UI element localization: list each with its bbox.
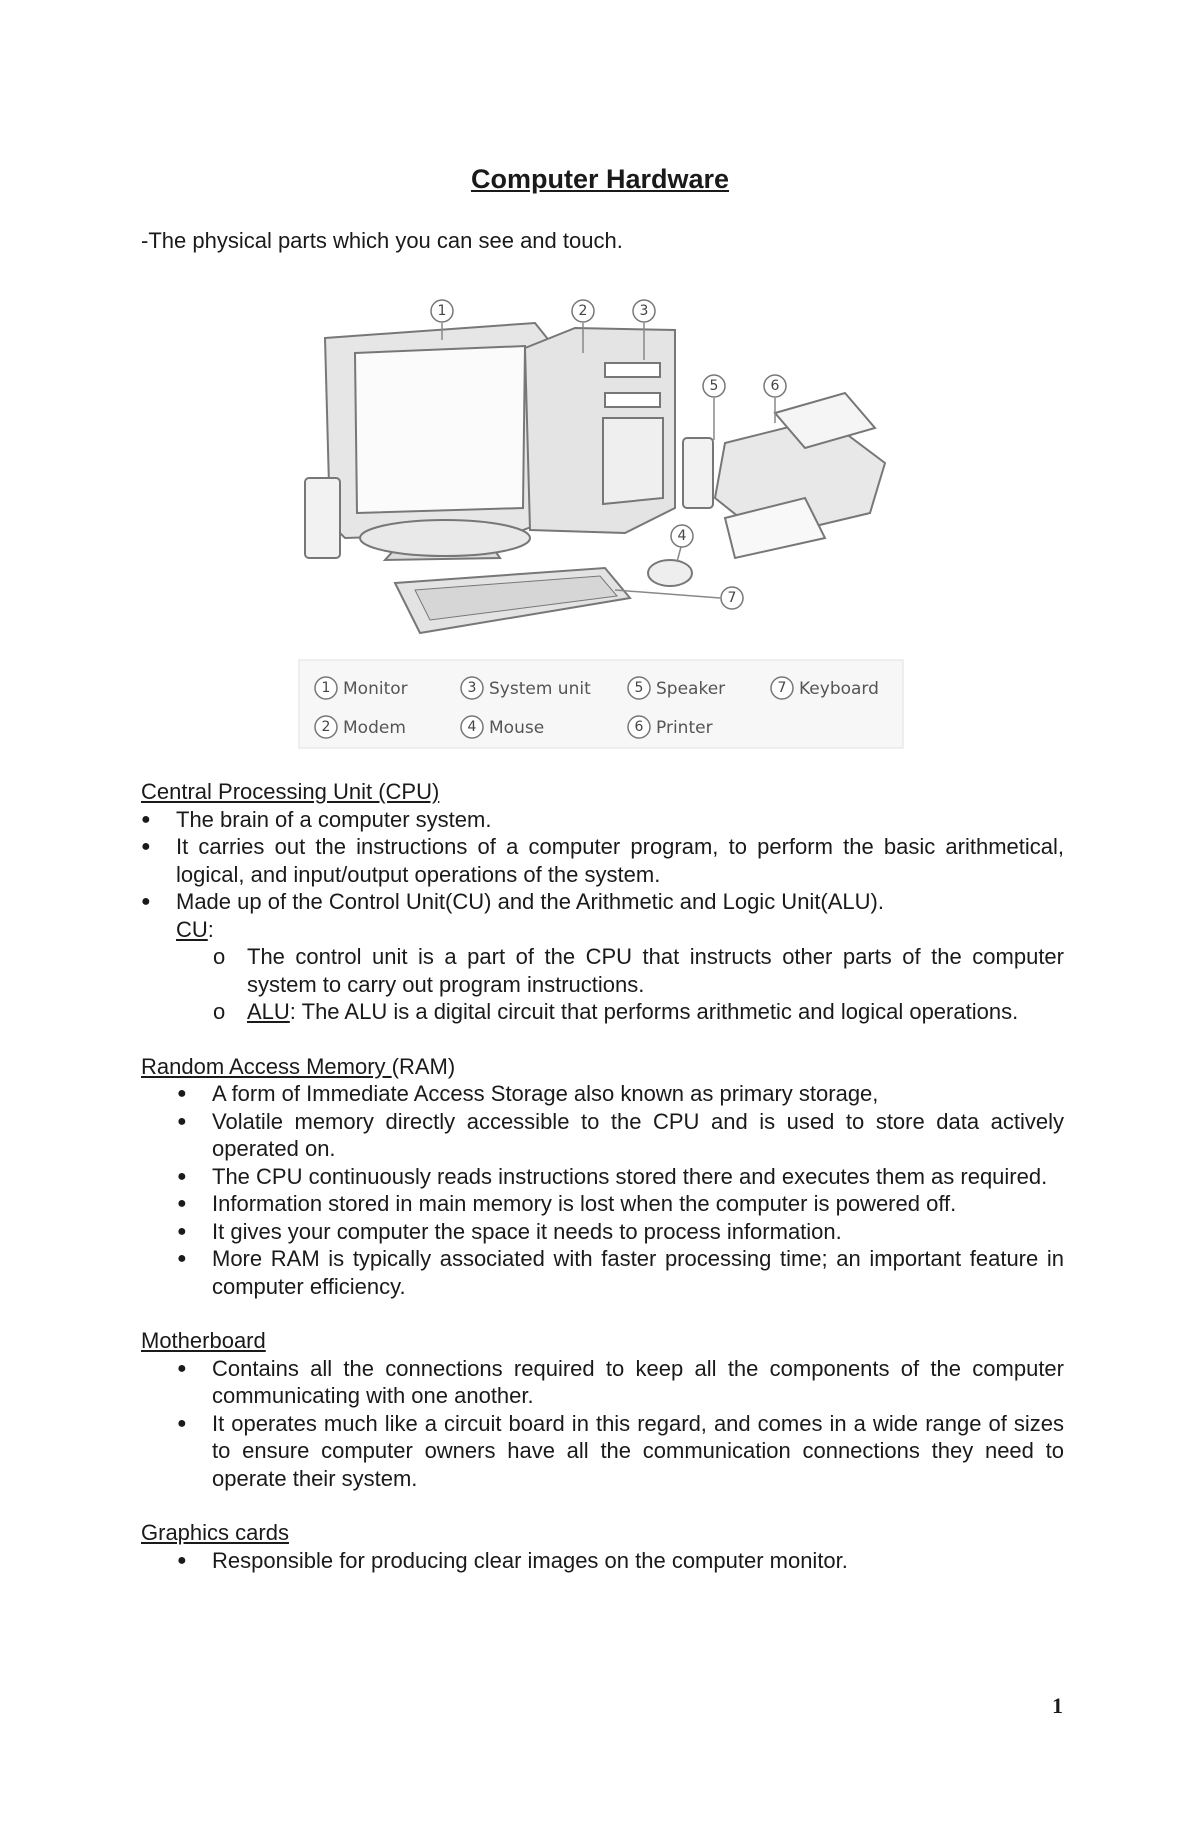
circle-bullet-icon: o [213, 999, 226, 1024]
legend-num-3: 3 [467, 680, 477, 696]
list-item: ● Contains all the connections required to keep all the components of the computer communicating with one another. [177, 1355, 1064, 1408]
legend-num-4: 4 [467, 719, 477, 735]
left-speaker-drawing [305, 478, 340, 558]
bullet-icon: ● [177, 1167, 187, 1185]
cu-label: CU [176, 916, 208, 942]
list-item: ● A form of Immediate Access Storage also known as primary storage, [177, 1081, 879, 1106]
callout-1: 1 [437, 303, 447, 319]
page-title: Computer Hardware [470, 164, 730, 194]
bullet-icon: ● [177, 1414, 187, 1432]
callout-7: 7 [727, 590, 737, 606]
callout-4: 4 [677, 528, 687, 544]
ram-section [141, 1053, 1064, 1301]
legend-label-keyboard: Keyboard [799, 679, 879, 699]
list-item: o ALU: The ALU is a digital circuit that performs arithmetic and logical operations. [213, 999, 1019, 1024]
hardware-diagram [285, 268, 915, 753]
system-unit-drawing [525, 328, 675, 533]
list-item: ● Responsible for producing clear images on the computer monitor. [177, 1547, 848, 1573]
alu-label: ALU [247, 999, 290, 1024]
legend-num-1: 1 [321, 680, 331, 696]
bullet-icon: ● [177, 1222, 187, 1240]
callout-3: 3 [639, 303, 649, 319]
motherboard-list [141, 1355, 1064, 1493]
document-body [141, 778, 1064, 1601]
list-item: ● Volatile memory directly accessible to the CPU and is used to store data actively operated on. [177, 1108, 1064, 1161]
bullet-icon: ● [177, 1250, 187, 1267]
legend-label-system-unit: System unit [489, 679, 591, 699]
graphics-heading: Graphics cards [141, 1520, 289, 1545]
intro-text: -The physical parts which you can see and touch. [141, 228, 623, 253]
ram-heading: Random Access Memory (RAM) [141, 1053, 456, 1079]
legend-label-monitor: Monitor [343, 679, 408, 699]
motherboard-section [141, 1327, 1064, 1492]
list-item: ● It gives your computer the space it needs to process information. [177, 1218, 842, 1244]
ram-list [141, 1080, 1064, 1300]
cpu-section [141, 778, 1064, 1026]
legend-label-printer: Printer [656, 718, 713, 738]
callout-2: 2 [578, 303, 588, 319]
right-speaker-drawing [683, 438, 713, 508]
callout-6: 6 [770, 378, 780, 394]
list-item: o The control unit is a part of the CPU that instructs other parts of the computer system to carry out program instructions. [213, 944, 1064, 997]
page-number: 1 [1052, 1693, 1063, 1718]
list-item: ● The brain of a computer system. [141, 806, 492, 832]
bullet-icon: ● [141, 810, 151, 828]
legend-label-speaker: Speaker [656, 679, 726, 699]
bullet-icon: ● [177, 1085, 187, 1102]
monitor-drawing [325, 323, 555, 560]
cpu-sub-list [141, 943, 1064, 1026]
legend-label-mouse: Mouse [489, 718, 545, 738]
graphics-section [141, 1519, 1064, 1574]
bullet-icon: ● [177, 1195, 187, 1212]
list-item: ● It operates much like a circuit board in this regard, and comes in a wide range of sizes to ensure computer owners have all the communication connections they need to operate their system. [177, 1410, 1064, 1491]
graphics-list [141, 1547, 1064, 1575]
callout-5: 5 [709, 378, 719, 394]
bullet-icon: ● [141, 838, 151, 855]
printer-drawing [715, 393, 885, 558]
bullet-icon: ● [177, 1359, 187, 1377]
cpu-heading: Central Processing Unit (CPU) [141, 779, 440, 804]
legend-num-6: 6 [634, 719, 644, 735]
hardware-illustration [285, 268, 915, 753]
legend-label-modem: Modem [343, 718, 406, 738]
cpu-list [141, 806, 1064, 944]
mouse-drawing [648, 560, 692, 586]
keyboard-drawing [395, 568, 630, 633]
motherboard-heading: Motherboard [141, 1328, 266, 1353]
list-item: ● It carries out the instructions of a computer program, to perform the basic arithmetical, logical, and input/output operations of the system. [141, 834, 1064, 887]
bullet-icon: ● [141, 893, 151, 910]
circle-bullet-icon: o [213, 944, 226, 969]
legend-num-7: 7 [777, 680, 787, 696]
legend-num-2: 2 [321, 719, 331, 735]
legend-num-5: 5 [634, 680, 644, 696]
list-item: ● Made up of the Control Unit(CU) and the Arithmetic and Logic Unit(ALU). CU: [141, 889, 884, 942]
bullet-icon: ● [177, 1551, 187, 1569]
list-item: ● More RAM is typically associated with faster processing time; an important feature in computer efficiency. [177, 1246, 1064, 1299]
bullet-icon: ● [177, 1112, 187, 1130]
list-item: ● Information stored in main memory is lost when the computer is powered off. [177, 1191, 957, 1216]
list-item: ● The CPU continuously reads instructions stored there and executes them as required. [177, 1163, 1048, 1189]
